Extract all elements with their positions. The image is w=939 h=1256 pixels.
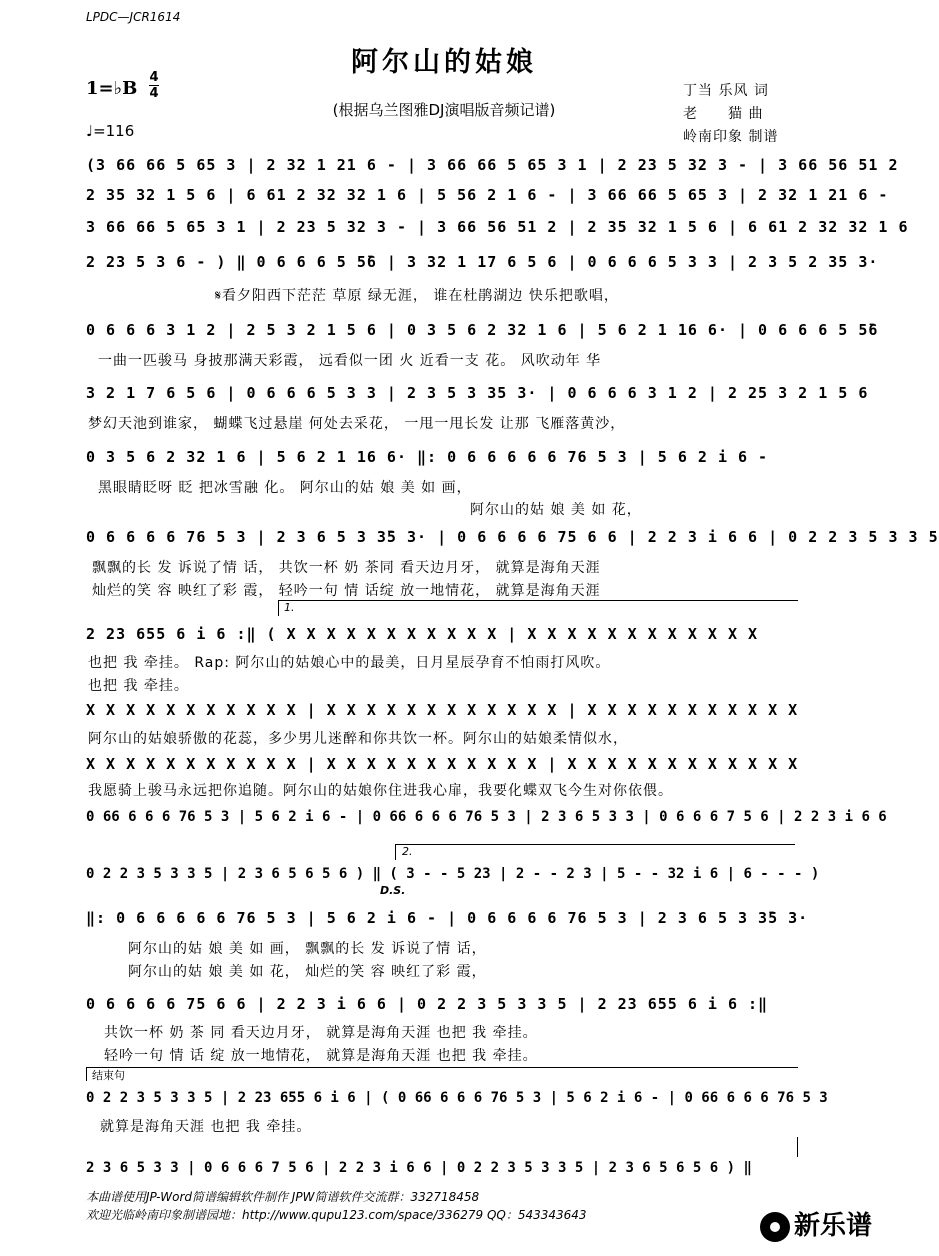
notation-row: ‖: 0 6 6 6 6 6 76 5 3 | 5 6 2 i 6 - | 0 6 6 6 6 76 5 3 | 2 3 6 5 3 3̄5 3· [86, 909, 809, 927]
notation-row: 0 6 6 6 6 75 6 6 | 2 2 3 i 6 6 | 0 2 2 3 5 3 3 5 | 2 23 655 6 i 6 :‖ [86, 995, 769, 1013]
lyric-line: 阿尔山的姑娘骄傲的花蕊，多少男儿迷醉和你共饮一杯。阿尔山的姑娘柔情似水， [88, 731, 628, 747]
lyric-line: 飘飘的长 发 诉说了情 话， 共饮一杯 奶 茶同 看天边月牙， 就算是海角天涯 [92, 560, 601, 576]
coda-label: 结束句 [92, 1069, 125, 1082]
score-code: LPDC—JCR1614 [86, 10, 181, 24]
ending-bracket-edge [395, 844, 396, 860]
site-logo [760, 1205, 872, 1242]
lyricist-credit: 丁当 乐风 词 [683, 83, 769, 99]
lyric-line: 轻吟一句 情 话 绽 放一地情花， 就算是海角天涯 也把 我 牵挂。 [104, 1048, 538, 1064]
ending-bracket [278, 600, 798, 601]
coda-bracket-edge [797, 1137, 798, 1157]
time-bottom: 4 [149, 86, 159, 101]
notation-row: (3 66 66 5 65 3 | 2 32 1 21 6 - | 3 66 66 5 65 3 1 | 2 23 5 32 3 - | 3 66 56 51 2 [86, 156, 899, 174]
notation-row: X X X X X X X X X X X | X X X X X X X X X X X | X X X X X X X X X X X X [86, 755, 799, 773]
dal-segno-mark: D.S. [380, 884, 406, 897]
lyric-line: 阿尔山的姑 娘 美 如 画， 飘飘的长 发 诉说了情 话， [128, 941, 487, 957]
lyric-line: 黑眼睛眨呀 眨 把冰雪融 化。 阿尔山的姑 娘 美 如 画， [98, 480, 472, 496]
notation-row: 3 2 1 7 6 5 6 | 0 6 6 6 5 3 3 | 2 3 5 3 35 3· | 0 6 6 6 3 1 2 | 2 25 3 2 1 5 6 [86, 384, 869, 402]
footer-line: 欢迎光临岭南印象制谱园地：http://www.qupu123.com/space/336279 QQ：543343643 [86, 1208, 587, 1222]
notation-row: 2 3 6 5 3 3 | 0 6 6 6 7 5 6 | 2 2 3 i 6 6 | 0 2 2 3 5 3 3 5 | 2 3 6 5 6 5 6 ) ‖ [86, 1160, 752, 1176]
lyric-line: 也把 我 牵挂。 [88, 678, 189, 694]
notation-row: 2 23 5 3 6 - ) ‖ 0 6 6 6 5 5̄6 | 3 32 1 17 6 5 6 | 0 6 6 6 5 3 3 | 2 3 5 2 35 3· [86, 253, 879, 271]
lyric-line: 阿尔山的姑 娘 美 如 花， [470, 502, 642, 518]
notation-row: 0 2 2 3 5 3 3 5 | 2 23 655 6 i 6 | ( 0 66 6 6 6 76 5 3 | 5 6 2 i 6 - | 0 66 6 6 6 76 5 3 [86, 1090, 828, 1106]
notation-row: 0 2 2 3 5 3 3 5 | 2 3 6 5 6 5 6 ) ‖ ( 3 - - 5 23 | 2 - - 2 3 | 5 - - 32 i 6 | 6 - - - ) [86, 866, 820, 882]
ending-bracket [395, 844, 795, 845]
key-signature: 1=♭B [86, 78, 138, 99]
tempo-mark: ♩=116 [86, 122, 135, 140]
notation-row: X X X X X X X X X X X | X X X X X X X X X X X X | X X X X X X X X X X X [86, 701, 799, 719]
ending-2-label: 2. [402, 845, 413, 858]
lyric-line: 梦幻天池到谁家， 蝴蝶飞过悬崖 何处去采花， 一甩一甩长发 让那 飞雁落黄沙， [88, 416, 626, 432]
time-signature [149, 71, 159, 100]
song-title: 阿尔山的姑娘 [351, 47, 537, 78]
lyric-line: 𝄋看夕阳西下茫茫 草原 绿无涯， 谁在杜鹃湖边 快乐把歌唱， [215, 288, 619, 304]
notation-row: 0 3 5 6 2 32 1 6 | 5 6 2 1 16 6· ‖: 0 6 6 6 6 6 76 5 3 | 5 6 2 i 6 - [86, 448, 769, 466]
coda-bracket-edge [86, 1067, 87, 1081]
notation-row: 2 35 32 1 5 6 | 6 61 2 32 32 1 6 | 5 56 2 1 6 - | 3 66 66 5 65 3 | 2 32 1 21 6 - [86, 186, 889, 204]
ending-bracket-edge [278, 600, 279, 616]
lyric-line: 灿烂的笑 容 映红了彩 霞， 轻吟一句 情 话绽 放一地情花， 就算是海角天涯 [92, 583, 601, 599]
notation-row: 3 66 66 5 65 3 1 | 2 23 5 32 3 - | 3 66 56 51 2 | 2 35 32 1 5 6 | 6 61 2 32 32 1 6 [86, 218, 909, 236]
notation-row: 2 23 655 6 i 6 :‖ ( X X X X X X X X X X X | X X X X X X X X X X X X [86, 625, 759, 643]
lyric-line: 阿尔山的姑 娘 美 如 花， 灿烂的笑 容 映红了彩 霞， [128, 964, 487, 980]
notation-row: 0 66 6 6 6 76 5 3 | 5 6 2 i 6 - | 0 66 6 6 6 76 5 3 | 2 3 6 5 3 3 | 0 6 6 6 7 5 6 | 2 2 3 i 6 6 [86, 809, 887, 825]
notation-row: 0 6 6 6 6 76 5 3 | 2 3 6 5 3 3̄5 3· | 0 6 6 6 6 75 6 6 | 2 2 3 i 6 6 | 0 2 2 3 5 3 3 5 [86, 528, 939, 546]
lyric-line: 我愿骑上骏马永远把你追随。阿尔山的姑娘你住进我心扉，我要化蝶双飞今生对你依偎。 [88, 783, 673, 799]
lyric-line: 也把 我 牵挂。 Rap: 阿尔山的姑娘心中的最美，日月星辰孕育不怕雨打风吹。 [88, 655, 611, 671]
record-icon [760, 1212, 790, 1242]
coda-bracket [86, 1067, 798, 1068]
composer-credit: 老 猫 曲 [683, 106, 764, 122]
logo-text: 新乐谱 [793, 1211, 872, 1241]
lyric-line: 共饮一杯 奶 茶 同 看天边月牙， 就算是海角天涯 也把 我 牵挂。 [104, 1025, 538, 1041]
footer-line: 本曲谱使用JP-Word简谱编辑软件制作 JPW简谱软件交流群：332718458 [86, 1190, 480, 1204]
arranger-credit: 岭南印象 制谱 [683, 129, 779, 145]
notation-row: 0 6 6 6 3 1 2 | 2 5 3 2 1 5 6 | 0 3 5 6 2 32 1 6 | 5 6 2 1 16 6· | 0 6 6 6 5 5̄6 [86, 321, 879, 339]
lyric-line: 一曲一匹骏马 身披那满天彩霞， 远看似一团 火 近看一支 花。 风吹动年 华 [98, 353, 602, 369]
lyric-line: 就算是海角天涯 也把 我 牵挂。 [100, 1119, 312, 1135]
ending-1-label: 1. [284, 601, 295, 614]
song-subtitle: (根据乌兰图雅DJ演唱版音频记谱) [332, 101, 556, 119]
time-top: 4 [149, 70, 159, 85]
